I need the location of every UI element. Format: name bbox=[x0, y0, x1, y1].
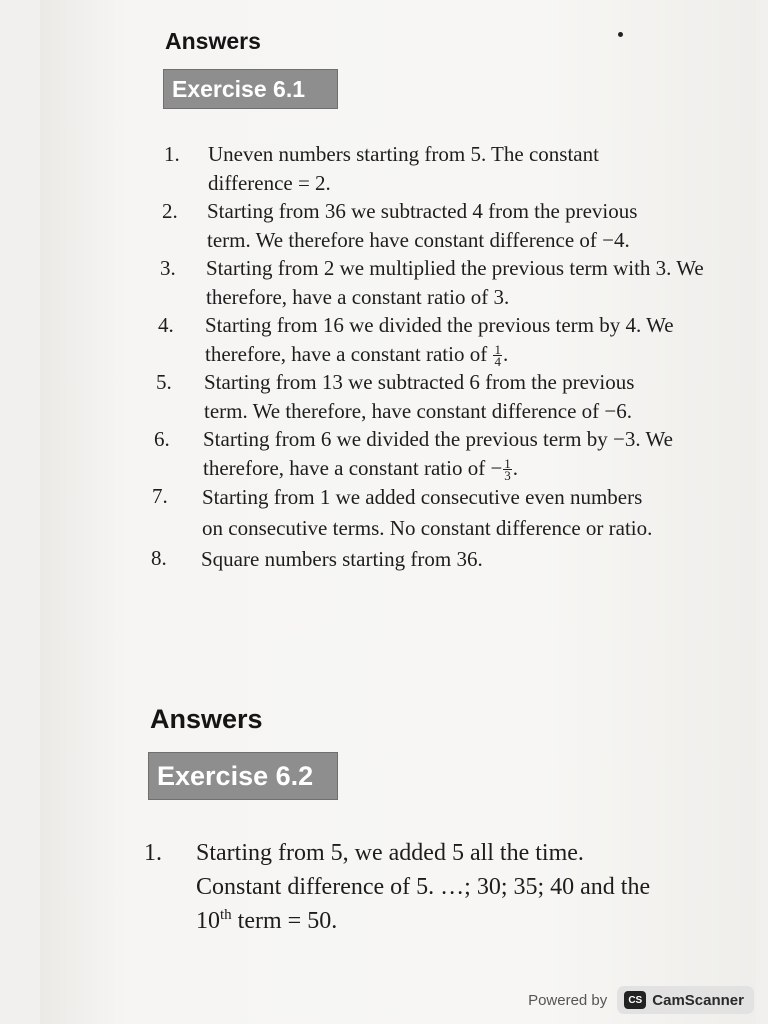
answer-text bbox=[196, 836, 724, 938]
answer-number: 8. bbox=[151, 546, 167, 570]
answer-line-2: Constant difference of 5. …; 30; 35; 40 and the bbox=[196, 874, 651, 900]
answer-number: 2. bbox=[162, 199, 178, 223]
answer-item bbox=[154, 425, 720, 484]
exercise-6-1-label bbox=[163, 69, 338, 109]
answer-item bbox=[160, 140, 720, 197]
camscanner-brand: CamScanner bbox=[652, 991, 744, 1009]
answer-text: Uneven numbers starting from 5. The constant difference = 2. bbox=[208, 142, 599, 195]
answer-item bbox=[151, 544, 720, 575]
answer-number: 3. bbox=[160, 256, 176, 280]
exercise-6-2-text: Exercise 6.2 bbox=[157, 760, 314, 791]
answers-heading-1: Answers bbox=[165, 28, 261, 54]
speck bbox=[618, 32, 623, 37]
camscanner-logo-icon: CS bbox=[624, 991, 646, 1009]
answer-line-1: Starting from 5, we added 5 all the time. bbox=[196, 840, 584, 866]
answer-number: 5. bbox=[156, 370, 172, 394]
answer-item bbox=[160, 311, 720, 368]
answer-number: 7. bbox=[152, 484, 168, 508]
answer-number: 6. bbox=[154, 427, 170, 451]
answer-number: 4. bbox=[158, 313, 174, 337]
answer-text-main: Starting from 16 we divided the previous term by 4. We therefore, have a constant ratio of bbox=[205, 313, 674, 366]
answer-text: Starting from 2 we multiplied the previous term with 3. We therefore, have a constant ratio of 3. bbox=[206, 256, 704, 309]
exercise-6-1-answers bbox=[151, 140, 720, 575]
answer-text-main: Starting from 6 we divided the previous term by −3. We therefore, have a constant ratio of − bbox=[203, 427, 673, 480]
answers-heading-2: Answers bbox=[150, 704, 263, 734]
answer-item bbox=[156, 368, 720, 425]
fraction-one-quarter: $\frac{1}{4}$ bbox=[494, 342, 501, 370]
answer-text: Starting from 6 we divided the previous term by −3. We therefore, have a constant ratio of − $\frac{1}{3}$ . bbox=[203, 427, 673, 484]
answer-item bbox=[160, 197, 720, 254]
answer-text: Starting from 36 we subtracted 4 from the previous term. We therefore have constant difference of −4. bbox=[207, 199, 638, 252]
powered-by-text: Powered by bbox=[528, 991, 608, 1009]
answer-line-3: 10th term = 50. bbox=[196, 907, 338, 934]
camscanner-badge bbox=[617, 986, 754, 1014]
answer-text: Starting from 1 we added consecutive even numbers on consecutive terms. No constant difference or ratio. bbox=[202, 485, 653, 540]
answer-number: 1. bbox=[164, 142, 180, 166]
camscanner-watermark bbox=[528, 986, 754, 1014]
answer-number: 1. bbox=[144, 840, 162, 866]
answer-item bbox=[152, 482, 720, 544]
answer-text: Starting from 16 we divided the previous term by 4. We therefore, have a constant ratio of $\frac{1}{4}$ . bbox=[205, 313, 674, 370]
exercise-6-2-answer bbox=[144, 836, 724, 938]
answer-item bbox=[160, 254, 720, 311]
exercise-6-2-label bbox=[148, 752, 338, 800]
answer-text: Square numbers starting from 36. bbox=[201, 547, 483, 571]
fraction-one-third: $\frac{1}{3}$ bbox=[504, 456, 511, 484]
answer-text: Starting from 13 we subtracted 6 from the previous term. We therefore, have constant difference of −6. bbox=[204, 370, 635, 423]
exercise-6-1-text: Exercise 6.1 bbox=[172, 75, 306, 102]
